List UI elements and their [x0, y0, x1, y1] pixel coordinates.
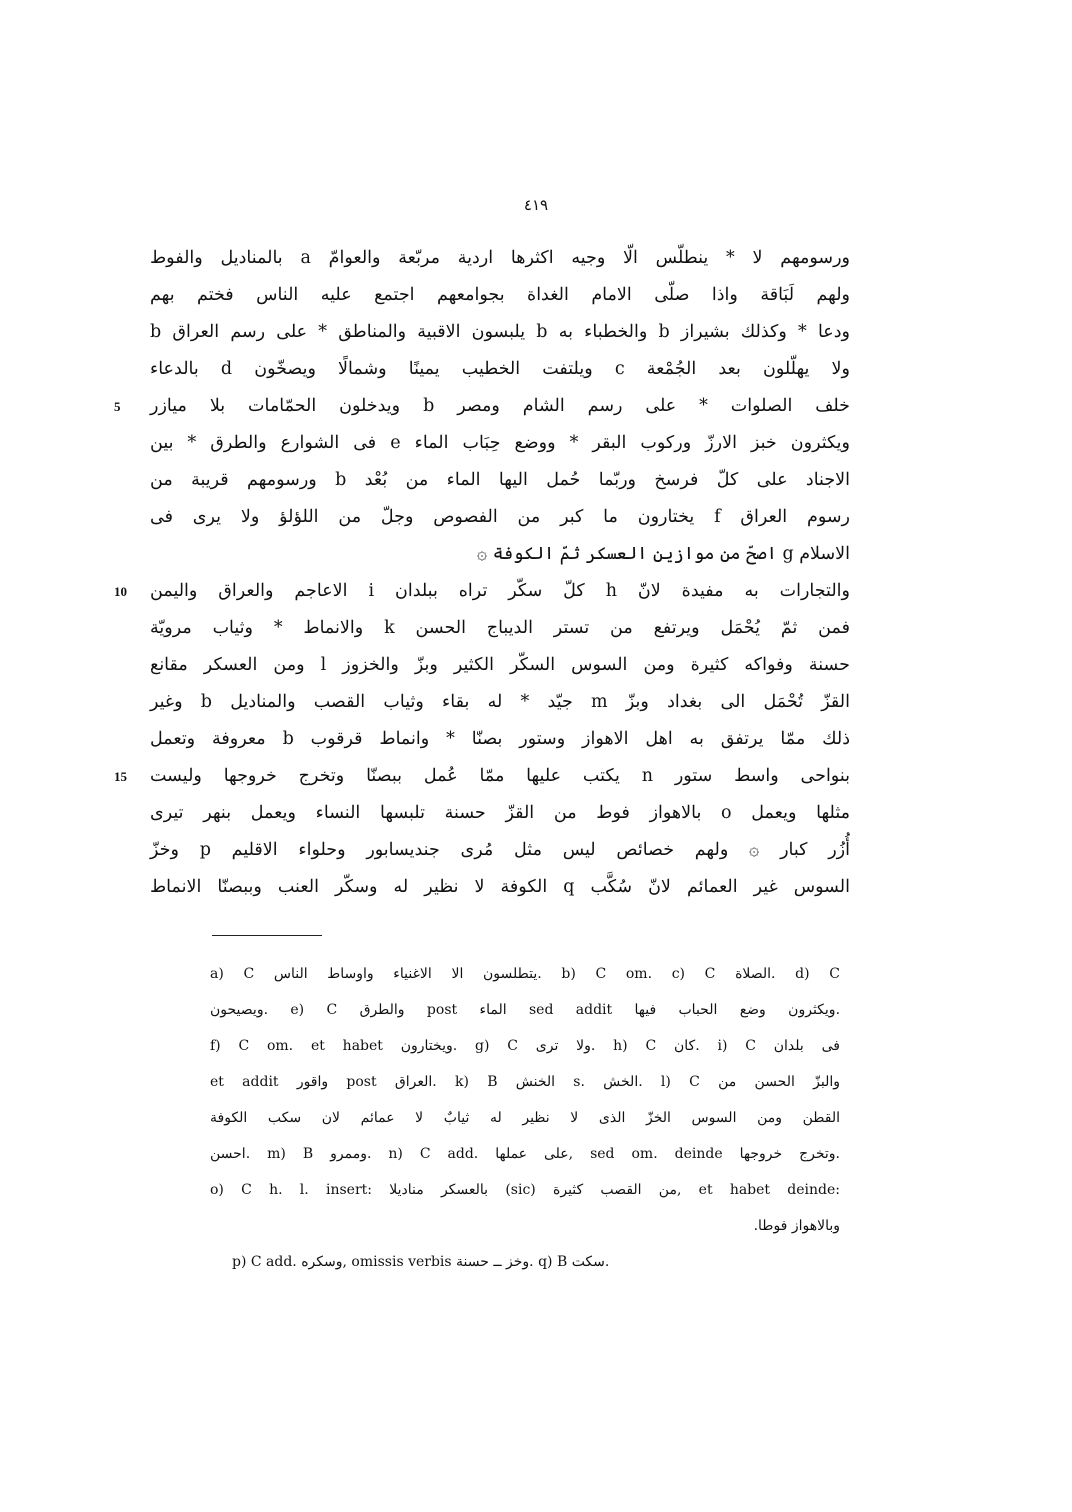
footnote-line: o) C h. l. insert: بالعسكر مناديلا (sic) من القصب كثيرة, et habet deinde: — [210, 1182, 841, 1198]
text-line — [150, 610, 850, 647]
footnote-line: احسن. m) B وممرو. n) C add. على عملها, sed om. deinde وتخرج خروجها. — [210, 1146, 840, 1162]
text-line — [114, 758, 850, 795]
text-line-content: والتجارات به مفيدة لانّ h كلّ سكّر تراه ببلدان i الاعاجم والعراق واليمن — [150, 581, 850, 601]
text-line-content: بنواحى واسط ستور n يكتب عليها ممّا عُمل ببصنّا وتخرج خروجها وليست — [150, 766, 850, 786]
line-number: 15 — [114, 769, 127, 784]
text-line-content: الاجناد على كلّ فرسخ وربّما حُمل اليها الماء من بُعْد b ورسومهم قريبة من — [150, 470, 850, 490]
line-number: 10 — [114, 584, 127, 599]
footnote-line: القطن ومن السوس الخزّ الذى لا نظير له ثيابٌ لا عمائم لان سكب الكوفة — [210, 1110, 840, 1126]
text-line-content: ولهم لَبَاقة واذا صلّى الامام الغداة بجوامعهم اجتمع عليه الناس فختم بهم — [150, 285, 850, 305]
text-line-content: أُزُر كبار ۞ ولهم خصائص ليس مثل مُرى جنديسابور وحلواء الاقليم p وخزّ — [150, 840, 850, 860]
text-line — [150, 832, 850, 869]
text-line-content: رسوم العراق f يختارون ما كبر من الفصوص وجلّ من اللؤلؤ ولا يرى فى — [150, 507, 850, 527]
text-line — [150, 499, 850, 536]
text-line-content: ولا يهلّلون بعد الجُمْعة c ويلتفت الخطيب يمينًا وشمالًا ويصخّون d بالدعاء — [150, 359, 850, 379]
page-number: ٤١٩ — [523, 196, 549, 214]
text-line-content: مثلها ويعمل o بالاهواز فوط من القزّ حسنة تلبسها النساء ويعمل بنهر تيرى — [150, 803, 850, 823]
text-line-content: فمن ثمّ يُحْمَل ويرتفع من تستر الديباج الحسن k والانماط * وثياب مرويّة — [150, 618, 850, 638]
footnote-divider — [212, 935, 322, 936]
text-line — [114, 573, 850, 610]
text-line-content: القزّ تُحْمَل الى بغداد وبزّ m جيّد * له بقاء وثياب القصب والمناديل b وغير — [150, 692, 850, 712]
text-line-content: ذلك ممّا يرتفق به اهل الاهواز وستور بصنّا * وانماط قرقوب b معروفة وتعمل — [150, 729, 850, 749]
text-line — [150, 647, 850, 684]
text-line — [150, 869, 850, 906]
main-text — [114, 240, 850, 906]
footnote-line: a) C يتطلسون الا الاغنياء واوساط الناس. b) C om. c) C الصلاة. d) C — [210, 966, 840, 982]
text-line — [150, 240, 850, 277]
text-line-content: ودعا * وكذلك بشيراز b والخطباء به b يلبسون الاقبية والمناطق * على رسم العراق b — [150, 322, 850, 342]
line-number: 5 — [114, 399, 121, 414]
text-line-content: ويكثرون خبز الارزّ وركوب البقر * ووضع حِبَاب الماء e فى الشوارع والطرق * بين — [150, 433, 850, 453]
text-line — [150, 277, 850, 314]
text-line — [150, 314, 850, 351]
text-line — [150, 462, 850, 499]
footnote-line: ويصيحون. e) C والطرق post الماء sed addit ويكثرون وضع الحباب فيها. — [210, 1002, 841, 1018]
footnote-line: f) C om. et habet ويختارون. g) C ولا ترى. h) C كان. i) C فى بلدان — [210, 1038, 840, 1054]
text-line — [150, 536, 850, 573]
text-line — [114, 388, 850, 425]
footnote-line: وبالاهواز فوطا. — [753, 1218, 840, 1234]
footnote-line: et addit واقور post العراق. k) B الخنش s. الخش. l) C والبزّ الحسن من — [210, 1074, 840, 1090]
text-line-content: الاسلام g اصحّ من موازين العسكر ثمّ الكوفة ۞ — [476, 544, 850, 564]
text-line — [150, 795, 850, 832]
footnotes — [210, 956, 840, 1280]
text-line-content: حسنة وفواكه كثيرة ومن السوس السكّر الكثير وبزّ والخزوز l ومن العسكر مقانع — [150, 655, 850, 675]
text-line — [150, 351, 850, 388]
text-line-content: ورسومهم لا * ينطلّس الّا وجيه اكثرها اردية مربّعة والعوامّ a بالمناديل والفوط — [150, 248, 850, 268]
footnote-line: p) C add. وسكره, omissis verbis وخز ــ حسنة. q) B سكت. — [232, 1254, 610, 1270]
text-line — [150, 721, 850, 758]
text-line — [150, 684, 850, 721]
text-line-content: خلف الصلوات * على رسم الشام ومصر b ويدخلون الحمّامات بلا ميازر — [150, 396, 850, 416]
text-line-content: السوس غير العمائم لانّ سُكَّب q الكوفة لا نظير له وسكّر العنب وببصنّا الانماط — [150, 877, 850, 897]
text-line — [150, 425, 850, 462]
